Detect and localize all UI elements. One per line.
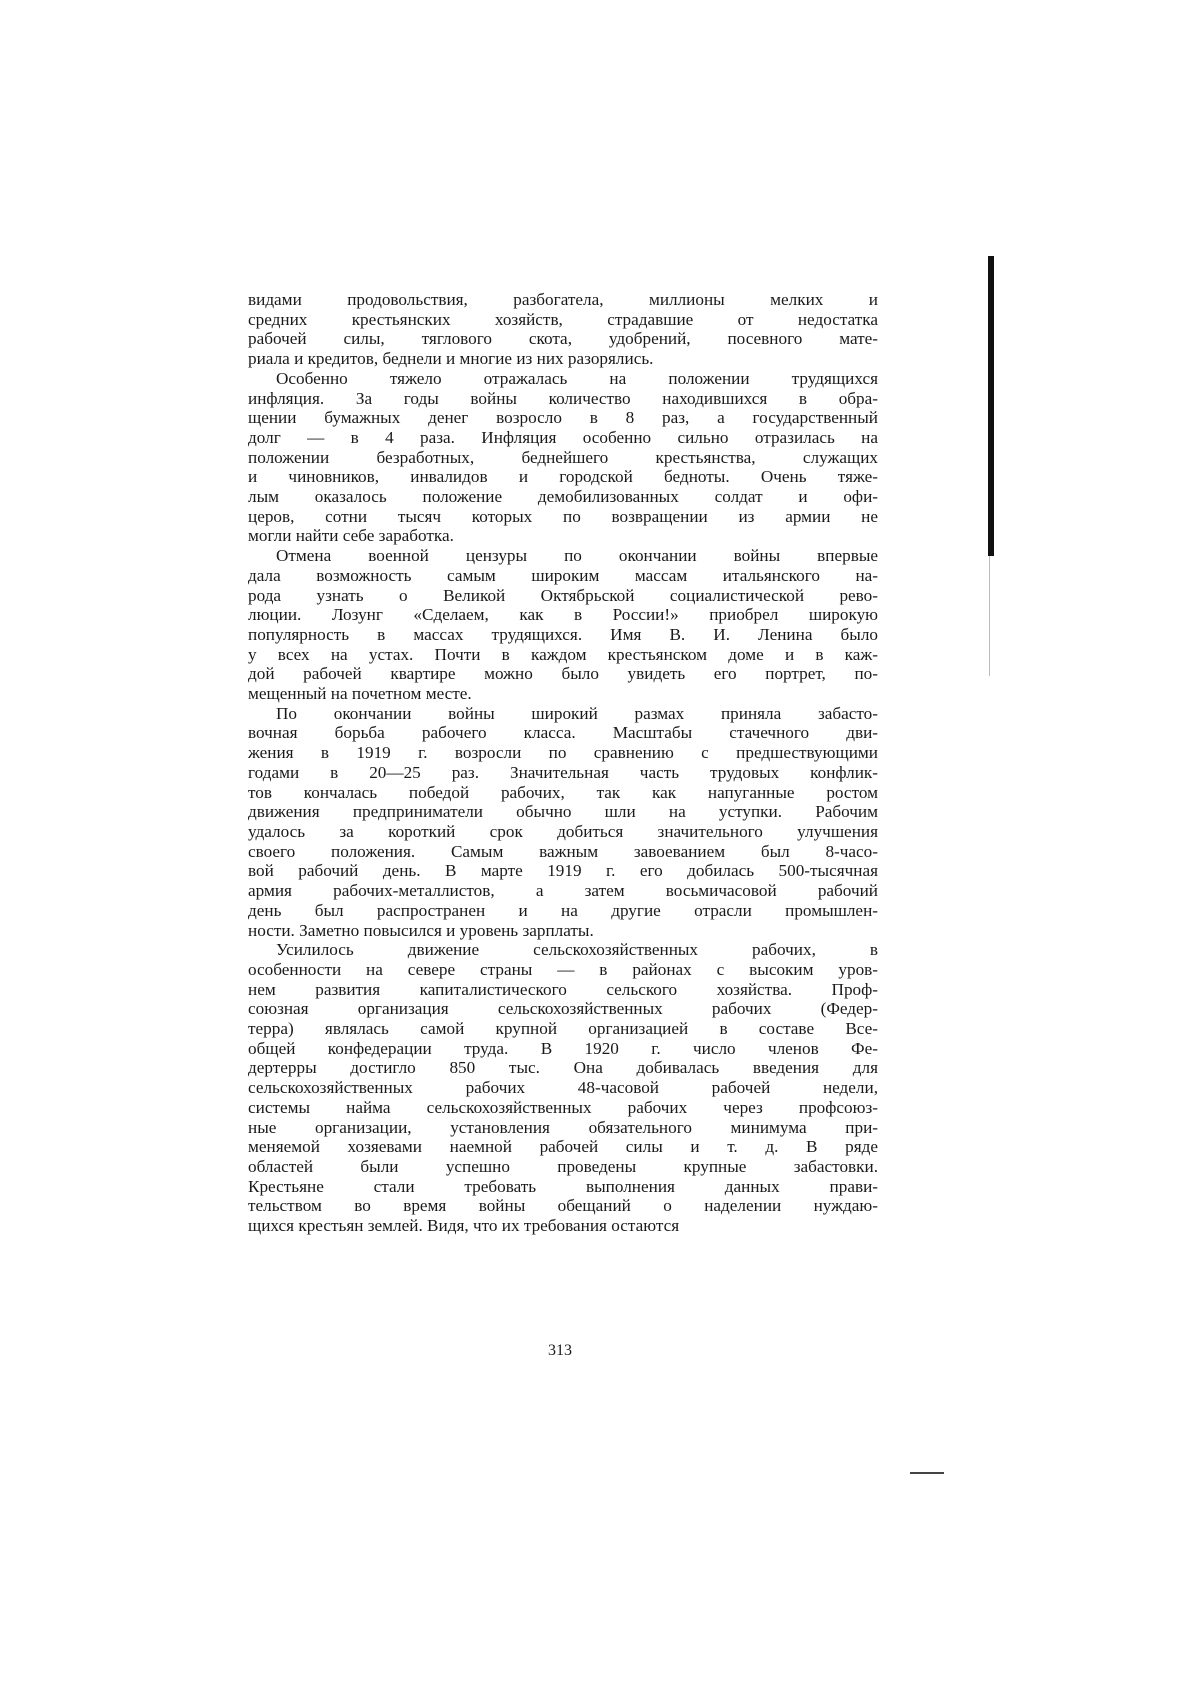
text-line: положении безработных, беднейшего крестьянства, служащих [248, 447, 878, 467]
text-line: лым оказалось положение демобилизованных солдат и офи- [248, 487, 878, 507]
text-line: терра) являлась самой крупной организацией в составе Все- [248, 1019, 878, 1039]
text-line: движения предприниматели обычно шли на уступки. Рабочим [248, 802, 878, 822]
paragraph [248, 369, 878, 546]
paragraph [248, 704, 878, 940]
text-line: союзная организация сельскохозяйственных рабочих (Федер- [248, 999, 878, 1019]
text-line: дертерры достигло 850 тыс. Она добивалась введения для [248, 1058, 878, 1078]
text-line: популярность в массах трудящихся. Имя В. И. Ленина было [248, 624, 878, 644]
text-line: своего положения. Самым важным завоеванием был 8-часо- [248, 841, 878, 861]
scan-edge-line [989, 556, 990, 676]
paragraph [248, 290, 878, 369]
text-line: ные организации, установления обязательного минимума при- [248, 1117, 878, 1137]
scan-mark [910, 1472, 944, 1474]
text-line: дала возможность самым широким массам итальянского на- [248, 565, 878, 585]
text-line: церов, сотни тысяч которых по возвращении из армии не [248, 506, 878, 526]
text-line: меняемой хозяевами наемной рабочей силы и т. д. В ряде [248, 1137, 878, 1157]
text-line: инфляция. За годы войны количество находившихся в обра- [248, 388, 878, 408]
paragraph [248, 546, 878, 704]
text-line: у всех на устах. Почти в каждом крестьянском доме и в каж- [248, 644, 878, 664]
text-line: рода узнать о Великой Октябрьской социалистической рево- [248, 585, 878, 605]
text-line: общей конфедерации труда. В 1920 г. число членов Фе- [248, 1038, 878, 1058]
text-line: удалось за короткий срок добиться значительного улучшения [248, 821, 878, 841]
text-line: жения в 1919 г. возросли по сравнению с предшествующими [248, 743, 878, 763]
text-line: щении бумажных денег возросло в 8 раз, а государственный [248, 408, 878, 428]
text-line: люции. Лозунг «Сделаем, как в России!» приобрел широкую [248, 605, 878, 625]
text-line: Усилилось движение сельскохозяйственных рабочих, в [276, 940, 878, 960]
text-line: сельскохозяйственных рабочих 48-часовой рабочей недели, [248, 1078, 878, 1098]
text-line: вой рабочий день. В марте 1919 г. его добилась 500-тысячная [248, 861, 878, 881]
text-line: ности. Заметно повысился и уровень зарплаты. [248, 920, 594, 940]
text-line: долг — в 4 раза. Инфляция особенно сильно отразилась на [248, 427, 878, 447]
text-line: армия рабочих-металлистов, а затем восьмичасовой рабочий [248, 881, 878, 901]
scan-edge-bar [988, 256, 994, 556]
text-line: мещенный на почетном месте. [248, 684, 472, 704]
text-line: день был распространен и на другие отрасли промышлен- [248, 900, 878, 920]
text-line: и чиновников, инвалидов и городской бедноты. Очень тяже- [248, 467, 878, 487]
text-line: рабочей силы, тяглового скота, удобрений, посевного мате- [248, 329, 878, 349]
text-line: Отмена военной цензуры по окончании войны впервые [276, 546, 878, 566]
text-line: вочная борьба рабочего класса. Масштабы стачечного дви- [248, 723, 878, 743]
text-line: тельством во время войны обещаний о наделении нуждаю- [248, 1196, 878, 1216]
text-line: нем развития капиталистического сельского хозяйства. Проф- [248, 979, 878, 999]
text-line: годами в 20—25 раз. Значительная часть трудовых конфлик- [248, 762, 878, 782]
text-line: могли найти себе заработка. [248, 526, 454, 546]
text-line: особенности на севере страны — в районах с высоким уров- [248, 959, 878, 979]
text-line: По окончании войны широкий размах приняла забасто- [276, 703, 878, 723]
text-line: Крестьяне стали требовать выполнения данных прави- [248, 1176, 878, 1196]
text-line: тов кончалась победой рабочих, так как напуганные ростом [248, 782, 878, 802]
body-text [248, 290, 878, 1236]
text-line: риала и кредитов, беднели и многие из них разорялись. [248, 349, 654, 369]
text-line: областей были успешно проведены крупные забастовки. [248, 1156, 878, 1176]
text-line: средних крестьянских хозяйств, страдавшие от недостатка [248, 309, 878, 329]
text-line: системы найма сельскохозяйственных рабочих через профсоюз- [248, 1097, 878, 1117]
page-number: 313 [548, 1342, 572, 1359]
text-line: Особенно тяжело отражалась на положении трудящихся [276, 368, 878, 388]
text-line: видами продовольствия, разбогатела, миллионы мелких и [248, 290, 878, 309]
text-line: дой рабочей квартире можно было увидеть его портрет, по- [248, 664, 878, 684]
paragraph [248, 940, 878, 1236]
text-line: щихся крестьян землей. Видя, что их требования остаются [248, 1216, 680, 1236]
